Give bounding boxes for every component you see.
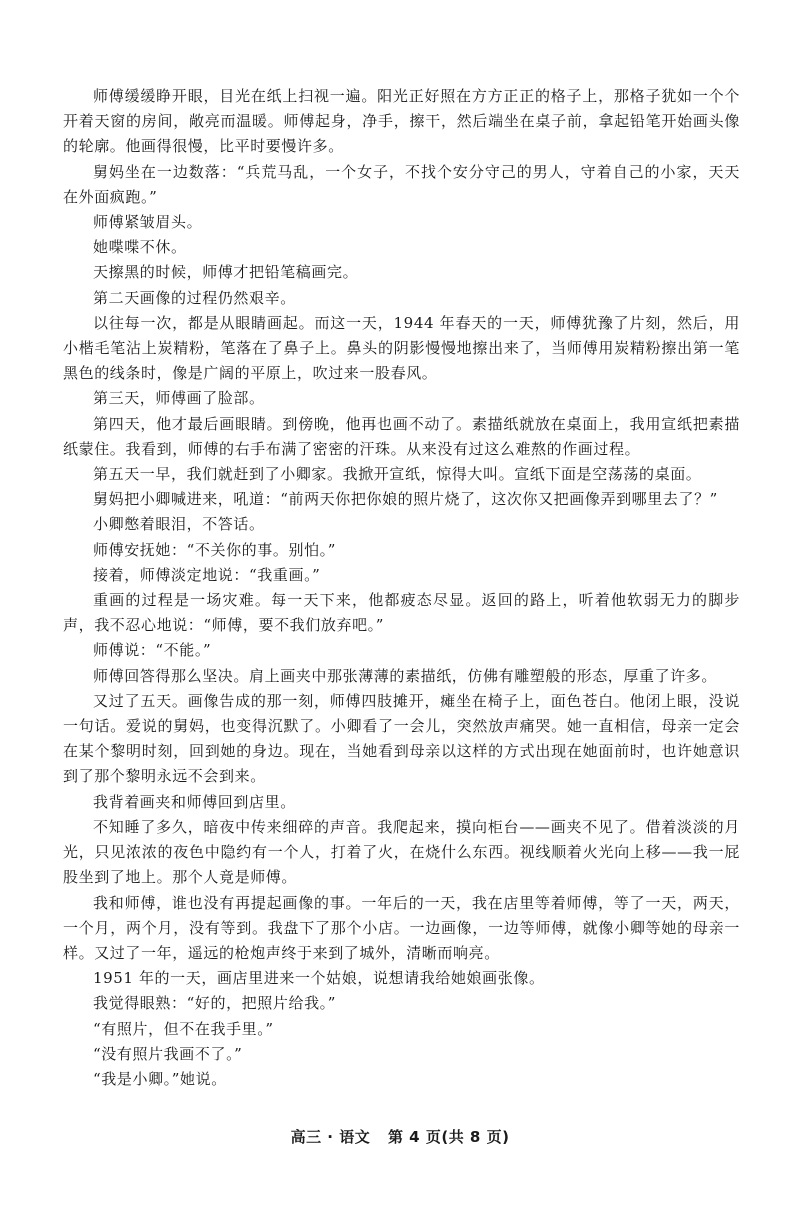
article-body: [63, 84, 740, 1092]
paragraph: 接着，师傅淡定地说：“我重画。”: [93, 565, 321, 584]
footer-subject: 高三 · 语文: [290, 1128, 371, 1146]
paragraph: 我和师傅，谁也没有再提起画像的事。一年后的一天，我在店里等着师傅，等了一天，两天，一个月，两个月，没有等到。我盘下了那个小店。一边画像，一边等师傅，就像小卿等她的母亲一样。又过了一年，遥远的枪炮声终于来到了城外，清晰而响亮。: [63, 893, 740, 962]
paragraph: 师傅缓缓睁开眼，目光在纸上扫视一遍。阳光正好照在方方正正的格子上，那格子犹如一个个开着天窗的房间，敞亮而温暖。师傅起身，净手，擦干，然后端坐在桌子前，拿起铅笔开始画头像的轮廓。他画得很慢，比平时要慢许多。: [63, 87, 740, 156]
paragraph: 师傅说：“不能。”: [93, 641, 212, 660]
page-footer: [0, 1126, 800, 1147]
paragraph: 第四天，他才最后画眼睛。到傍晚，他再也画不动了。素描纸就放在桌面上，我用宣纸把素描纸蒙住。我看到，师傅的右手布满了密密的汗珠。从来没有过这么难熬的作画过程。: [63, 414, 740, 458]
paragraph: 师傅回答得那么坚决。肩上画夹中那张薄薄的素描纸，仿佛有雕塑般的形态，厚重了许多。: [93, 666, 718, 685]
paragraph: 师傅安抚她：“不关你的事。别怕。”: [93, 540, 337, 559]
paragraph: “没有照片我画不了。”: [93, 1044, 243, 1063]
paragraph: 第二天画像的过程仍然艰辛。: [93, 288, 296, 307]
paragraph: 我背着画夹和师傅回到店里。: [93, 792, 296, 811]
paragraph: 小卿憋着眼泪，不答话。: [93, 515, 265, 534]
paragraph: “我是小卿。”她说。: [93, 1069, 227, 1088]
paragraph: 1951 年的一天，画店里进来一个姑娘，说想请我给她娘画张像。: [93, 969, 545, 988]
paragraph: 我觉得眼熟：“好的，把照片给我。”: [93, 994, 337, 1013]
paragraph: 她喋喋不休。: [93, 238, 187, 257]
paragraph: 第三天，师傅画了脸部。: [93, 389, 265, 408]
footer-page-number: 第 4 页(共 8 页): [387, 1128, 510, 1146]
paragraph: “有照片，但不在我手里。”: [93, 1019, 274, 1038]
paragraph: 不知睡了多久，暗夜中传来细碎的声音。我爬起来，摸向柜台——画夹不见了。借着淡淡的月光，只见浓浓的夜色中隐约有一个人，打着了火，在烧什么东西。视线顺着火光向上移——我一屁股坐到了地上。那个人竟是师傅。: [63, 817, 740, 887]
paragraph: 师傅紧皱眉头。: [93, 213, 203, 232]
paragraph: 天擦黑的时候，师傅才把铅笔稿画完。: [93, 263, 359, 282]
paragraph: 舅妈坐在一边数落：“兵荒马乱，一个女子，不找个安分守己的男人，守着自己的小家，天天在外面疯跑。”: [63, 162, 740, 206]
paragraph: 又过了五天。画像告成的那一刻，师傅四肢摊开，瘫坐在椅子上，面色苍白。他闭上眼，没说一句话。爱说的舅妈，也变得沉默了。小卿看了一会儿，突然放声痛哭。她一直相信，母亲一定会在某个黎明时刻，回到她的身边。现在，当她看到母亲以这样的方式出现在她面前时，也许她意识到了那个黎明永远不会到来。: [63, 691, 740, 786]
paragraph: 重画的过程是一场灾难。每一天下来，他都疲态尽显。返回的路上，听着他软弱无力的脚步声，我不忍心地说：“师傅，要不我们放弃吧。”: [63, 591, 740, 635]
paragraph: 舅妈把小卿喊进来，吼道：“前两天你把你娘的照片烧了，这次你又把画像弄到哪里去了？”: [93, 490, 718, 509]
paragraph: 以往每一次，都是从眼睛画起。而这一天，1944 年春天的一天，师傅犹豫了片刻，然后，用小楷毛笔沾上炭精粉，笔落在了鼻子上。鼻头的阴影慢慢地擦出来了，当师傅用炭精粉擦出第一笔黑色的线条时，像是广阔的平原上，吹过来一股春风。: [63, 313, 740, 383]
paragraph: 第五天一早，我们就赶到了小卿家。我掀开宣纸，惊得大叫。宣纸下面是空荡荡的桌面。: [93, 465, 702, 484]
